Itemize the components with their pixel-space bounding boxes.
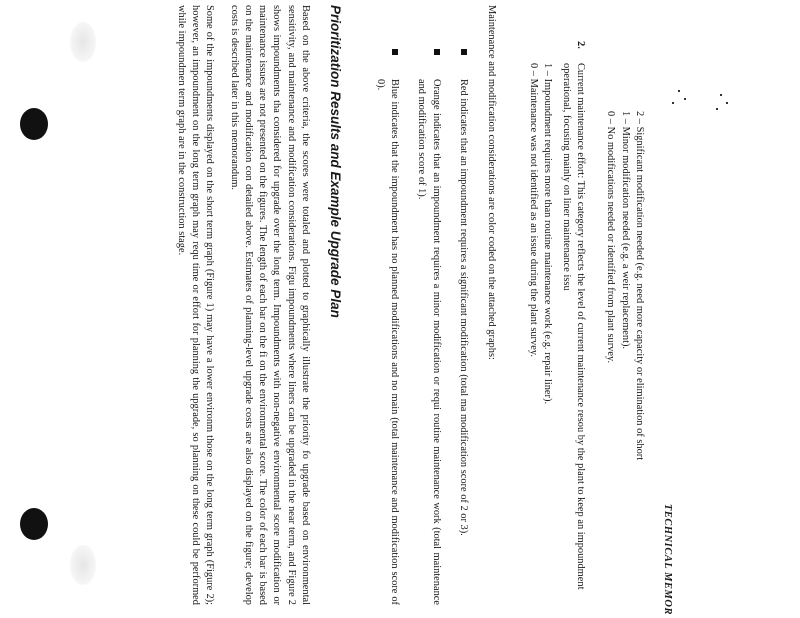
rotated-memo-page xyxy=(175,5,680,615)
rating-item: 0 – No modifications needed or identified from plant survey. xyxy=(605,111,617,364)
bullet-red xyxy=(456,5,470,605)
punch-hole-shadow xyxy=(70,545,96,585)
bullet-orange xyxy=(414,5,443,605)
paragraph: Based on the above criteria, the scores were totaled and plotted to graphically illustrate the priority fo upgrade based on environmental sensitivity, and maintenance and modification considerations. Figu impoundments where liners can be upgraded in the near term, and Figure 2 shows impoundments tha considered for upgrade over the long term. Impoundments with non-negative environmental score modification or maintenance issues are not presented on the figures. The length of each bar on the fi on the environmental score. The color of each bar is based on the maintenance and modification con detailed above. Estimates of planning-level upgrade costs are also displayed on the figure; develop costs is described later in this memorandum. xyxy=(228,5,311,605)
criterion-number: 2. xyxy=(575,41,586,49)
color-bullet-list xyxy=(360,5,470,605)
bullet-square-icon xyxy=(461,49,467,55)
bullet-square-icon xyxy=(392,49,398,55)
body-paragraphs xyxy=(173,5,312,605)
maintenance-scale-list xyxy=(525,63,554,404)
criterion-2 xyxy=(558,41,587,601)
bullet-square-icon xyxy=(434,49,440,55)
maintenance-item: 0 – Maintenance was not identified as an issue during the plant survey. xyxy=(527,63,539,357)
running-header: TECHNICAL MEMOR xyxy=(662,503,673,615)
rating-scale-list xyxy=(603,111,646,460)
bullet-text: Orange indicates that an impoundment requires a minor modification or requi routine maintenance work (total maintenance and modification score of 1). xyxy=(416,79,442,605)
punch-hole xyxy=(20,508,48,540)
punch-hole-shadow xyxy=(70,22,96,62)
punch-hole xyxy=(20,108,48,140)
criterion-text: Current maintenance effort: This category reflects the level of current maintenance resou by the plant to keep an impoundment operational, focusing mainly on liner maintenance issu xyxy=(560,63,586,590)
paragraph: Some of the impoundments displayed on the short term graph (Figure 1) may have a lower environm those on the long term graph (Figure 2); however, an impoundment on the long term graph may requ time or effort for planning the upgrade, so planning on these could be performed while impoundmen term graph are in the construction stage. xyxy=(175,5,216,605)
bullet-blue xyxy=(373,5,402,605)
bullet-text: Blue indicates that the impoundment has no planned modifications and no main (total maintenance and modification score of 0). xyxy=(374,79,401,605)
bullet-text: Red indicates that an impoundment requires a significant modification (total ma modification score of 2 or 3). xyxy=(458,79,469,536)
maintenance-item: 1 – Impoundment requires more than routine maintenance work (e.g. repair liner). xyxy=(542,63,553,405)
color-coding-intro: Maintenance and modification considerations are color coded on the attached graphs: xyxy=(486,5,497,360)
section-heading: Prioritization Results and Example Upgrade Plan xyxy=(328,5,343,318)
rating-item: 2 – Significant modification needed (e.g. need more capacity or elimination of short xyxy=(634,111,645,461)
rating-item: 1 – Minor modification needed (e.g. a weir replacement). xyxy=(619,111,631,350)
